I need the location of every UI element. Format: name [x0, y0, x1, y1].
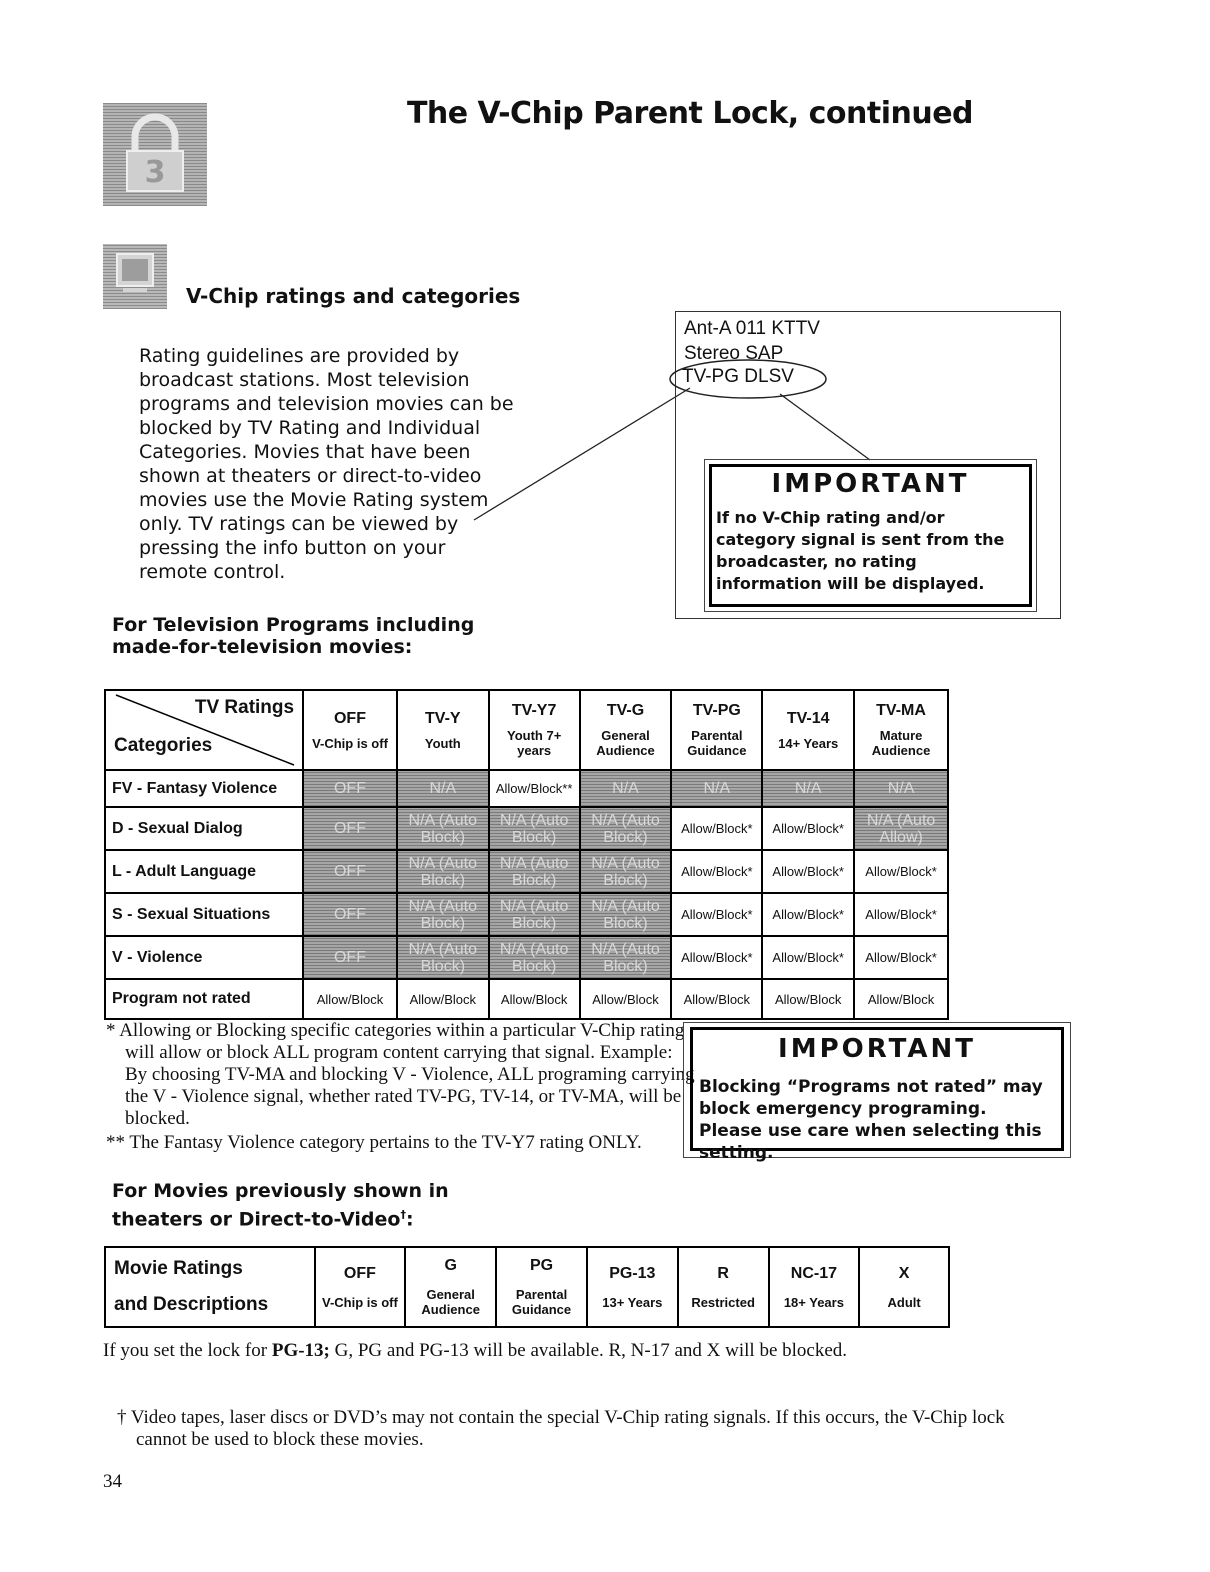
lock-number: 3	[144, 155, 166, 190]
rating-cell: Allow/Block	[489, 979, 580, 1019]
important-box	[704, 459, 1037, 612]
tv-programs-heading: For Television Programs including made-for-television movies:	[112, 614, 475, 658]
rating-col-header: TV-MA Mature Audience	[854, 690, 948, 770]
rating-cell: Allow/Block*	[671, 850, 762, 893]
movie-ratings-table	[104, 1246, 950, 1328]
rating-cell: N/A	[854, 770, 948, 807]
rating-cell: Allow/Block	[397, 979, 489, 1019]
rating-cell: Allow/Block	[303, 979, 397, 1019]
rating-cell: OFF	[303, 850, 397, 893]
table-row	[105, 850, 948, 893]
important-text: Blocking “Programs not rated” may block emergency programing. Please use care when selecting this setting.	[699, 1077, 1043, 1163]
rating-cell: Allow/Block*	[854, 936, 948, 979]
rating-col-header: TV-G General Audience	[580, 690, 672, 770]
rating-col-header: TV-Y Youth	[397, 690, 489, 770]
movie-col-header: PG Parental Guidance	[496, 1247, 587, 1327]
rating-cell: N/A (Auto Block)	[580, 893, 672, 936]
rating-cell: N/A (Auto Block)	[489, 893, 580, 936]
rating-col-header: OFF V-Chip is off	[303, 690, 397, 770]
movie-ratings-label-cell	[105, 1247, 315, 1327]
category-cell: V - Violence	[105, 936, 303, 979]
rating-cell: N/A	[671, 770, 762, 807]
rating-col-header: TV-Y7 Youth 7+ years	[489, 690, 580, 770]
rating-cell: Allow/Block**	[489, 770, 580, 807]
category-cell: L - Adult Language	[105, 850, 303, 893]
table-row	[105, 979, 948, 1019]
movie-col-header: OFF V-Chip is off	[315, 1247, 406, 1327]
footnote-double-star: ** The Fantasy Violence category pertains to the TV-Y7 rating ONLY.	[106, 1132, 642, 1153]
page-title: The V-Chip Parent Lock, continued	[406, 96, 974, 131]
rating-cell: N/A	[397, 770, 489, 807]
rating-cell: N/A (Auto Block)	[397, 936, 489, 979]
rating-cell: Allow/Block*	[762, 936, 854, 979]
rating-cell: Allow/Block*	[854, 850, 948, 893]
table-row	[105, 936, 948, 979]
rating-cell: N/A (Auto Block)	[489, 936, 580, 979]
rating-cell: OFF	[303, 936, 397, 979]
category-cell: S - Sexual Situations	[105, 893, 303, 936]
table-row	[105, 893, 948, 936]
rating-cell: OFF	[303, 770, 397, 807]
table-corner-cell	[105, 690, 303, 770]
rating-col-header: TV-PG Parental Guidance	[671, 690, 762, 770]
important-title: IMPORTANT	[771, 469, 970, 499]
rating-cell: N/A (Auto Block)	[397, 893, 489, 936]
screen-audio-line: Stereo SAP	[684, 343, 784, 364]
categories-label: Categories	[114, 735, 213, 756]
category-cell: FV - Fantasy Violence	[105, 770, 303, 807]
rating-cell: OFF	[303, 893, 397, 936]
callout-line-left	[474, 388, 690, 520]
video-note: † Video tapes, laser discs or DVD’s may not contain the special V-Chip rating signals. If this occurs, the V-Chip lock cannot be used to block these movies.	[117, 1407, 1005, 1450]
rating-col-header: TV-14 14+ Years	[762, 690, 854, 770]
rating-cell: N/A (Auto Block)	[580, 936, 672, 979]
rating-cell: N/A (Auto Block)	[580, 850, 672, 893]
pg13-note: If you set the lock for PG-13; G, PG and PG-13 will be available. R, N-17 and X will be blocked.	[103, 1340, 848, 1361]
rating-cell: N/A (Auto Block)	[489, 850, 580, 893]
rating-cell: N/A (Auto Block)	[397, 850, 489, 893]
screen-rating-line: TV-PG DLSV	[682, 366, 794, 387]
rating-circle	[664, 356, 844, 406]
rating-cell: N/A (Auto Block)	[489, 807, 580, 850]
important-box-not-rated	[683, 1022, 1071, 1163]
rating-cell: OFF	[303, 807, 397, 850]
rating-cell: Allow/Block*	[671, 936, 762, 979]
movie-col-header: R Restricted	[678, 1247, 769, 1327]
rating-cell: N/A	[762, 770, 854, 807]
descriptions-label: and Descriptions	[114, 1294, 269, 1315]
rating-cell: N/A (Auto Allow)	[854, 807, 948, 850]
rating-cell: Allow/Block*	[671, 807, 762, 850]
rating-cell: Allow/Block	[671, 979, 762, 1019]
page-number: 34	[103, 1471, 122, 1492]
table-row	[105, 770, 948, 807]
rating-cell: Allow/Block	[762, 979, 854, 1019]
movie-col-header: PG-13 13+ Years	[587, 1247, 678, 1327]
rating-cell: Allow/Block*	[762, 893, 854, 936]
intro-text: Rating guidelines are provided by broadcast stations. Most television programs and television movies can be blocked by TV Rating and Individual Categories. Movies that have been shown at theaters or direct-to-video movies use the Movie Rating system only. TV ratings can be viewed by pressing the info button on your remote control.	[139, 345, 514, 583]
important-title: IMPORTANT	[778, 1034, 976, 1064]
tv-ratings-label: TV Ratings	[194, 697, 295, 718]
rating-cell: Allow/Block*	[762, 850, 854, 893]
rating-cell: Allow/Block*	[854, 893, 948, 936]
movie-col-header: G General Audience	[405, 1247, 496, 1327]
movie-col-header: NC-17 18+ Years	[769, 1247, 860, 1327]
footnote-star: * Allowing or Blocking specific categories within a particular V-Chip rating will allow or block ALL program content carrying that signal. Example: By choosing TV-MA and blocking V - Violence, ALL programing carrying the V - Violence signal, whether rated TV-PG, TV-14, or TV-MA, will be blocked.	[106, 1020, 695, 1129]
rating-cell: Allow/Block	[854, 979, 948, 1019]
category-cell: D - Sexual Dialog	[105, 807, 303, 850]
rating-cell: Allow/Block*	[762, 807, 854, 850]
rating-cell: N/A	[580, 770, 672, 807]
rating-cell: N/A (Auto Block)	[397, 807, 489, 850]
rating-cell: Allow/Block*	[671, 893, 762, 936]
movie-ratings-label: Movie Ratings	[114, 1258, 243, 1279]
rating-cell: Allow/Block	[580, 979, 672, 1019]
section-heading: V-Chip ratings and categories	[186, 284, 521, 308]
screen-channel-line: Ant-A 011 KTTV	[684, 318, 820, 339]
movie-col-header: X Adult	[859, 1247, 949, 1327]
table-row	[105, 807, 948, 850]
category-cell: Program not rated	[105, 979, 303, 1019]
important-text: If no V-Chip rating and/or category signal is sent from the broadcaster, no rating information will be displayed.	[716, 508, 1005, 593]
movies-heading: For Movies previously shown in theaters or Direct-to-Video†:	[112, 1180, 449, 1231]
rating-cell: N/A (Auto Block)	[580, 807, 672, 850]
tv-ratings-table	[104, 689, 949, 1020]
